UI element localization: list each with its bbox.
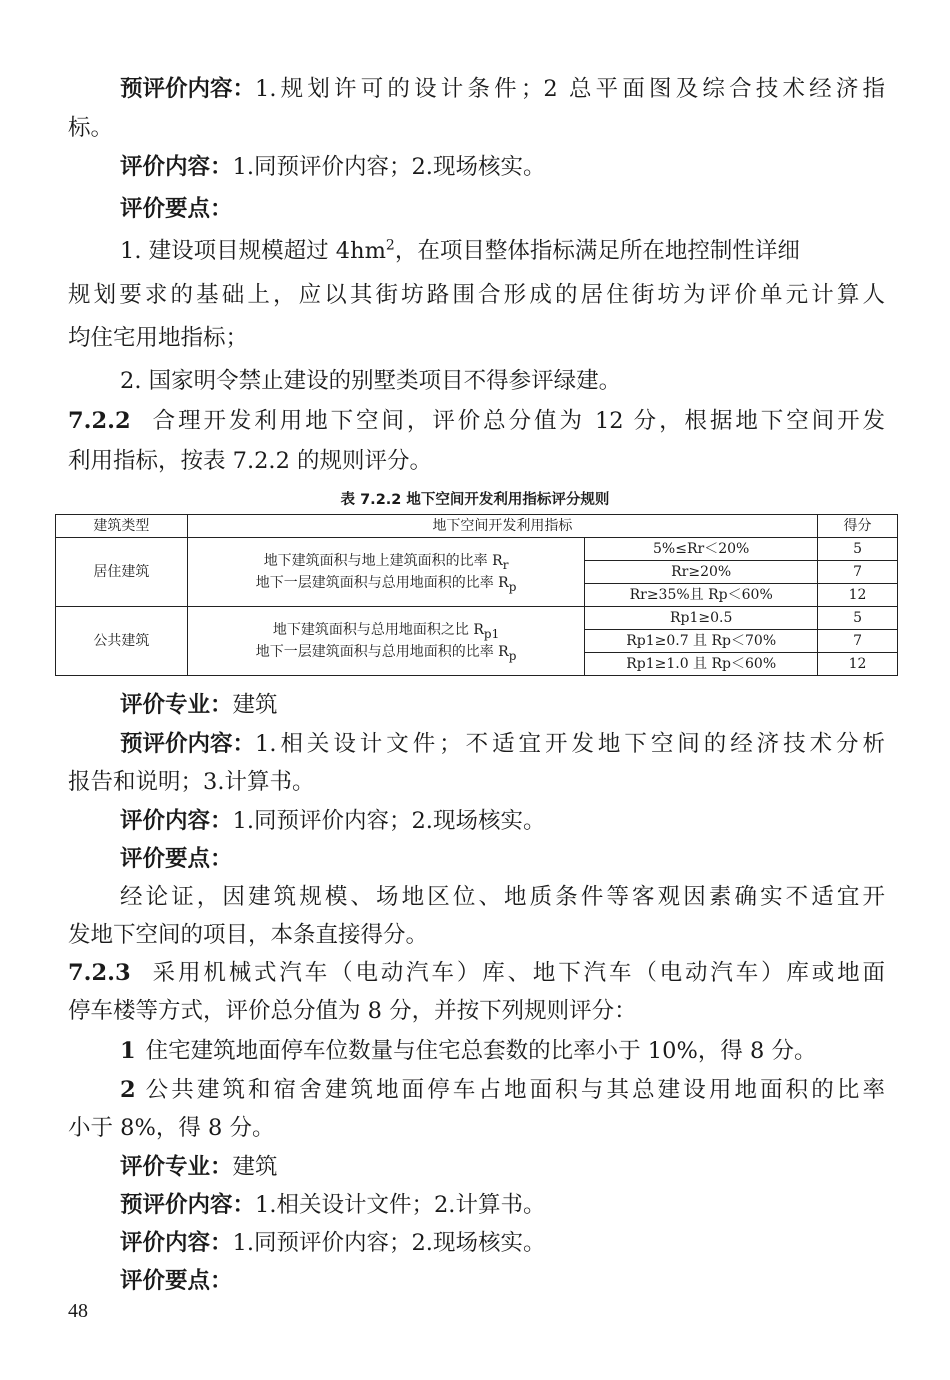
text: 经论证，因建筑规模、场地区位、地质条件等客观因素确实不适宜开 — [120, 884, 885, 910]
score-cell: 7 — [818, 630, 898, 653]
paragraph-line — [120, 729, 885, 759]
paragraph-line — [120, 236, 885, 266]
scoring-table — [55, 514, 898, 676]
text — [120, 236, 885, 266]
indicator-cell — [187, 538, 584, 607]
label: 预评价内容： — [120, 731, 256, 757]
indicator-line — [192, 572, 580, 594]
condition-cell: Rp1≥0.7 且 Rp＜70% — [585, 630, 818, 653]
condition-cell: Rr≥35%且 Rp＜60% — [585, 584, 818, 607]
indicator-cell — [187, 607, 584, 676]
paragraph-line — [120, 1228, 545, 1258]
label-pre-eval: 预评价内容： — [120, 76, 256, 102]
heading-eval-points: 评价要点： — [120, 846, 233, 872]
text: 1.规划许可的设计条件；2 总平面图及综合技术经济指 — [255, 76, 885, 102]
subscript: p1 — [483, 626, 500, 641]
heading-eval-points: 评价要点： — [120, 1268, 233, 1294]
text: 地下建筑面积与地上建筑面积的比率 R — [263, 553, 503, 569]
condition-cell: Rp1≥0.5 — [585, 607, 818, 630]
text: 地下建筑面积与总用地面积之比 R — [272, 622, 484, 638]
building-type-cell: 居住建筑 — [56, 538, 188, 607]
text: 建筑 — [232, 692, 278, 718]
text: 地下一层建筑面积与总用地面积的比率 R — [255, 575, 509, 591]
indicator-line — [192, 641, 580, 663]
paragraph-line — [120, 1190, 545, 1220]
paragraph-line — [68, 280, 885, 310]
subscript: r — [502, 557, 509, 572]
paragraph-line: 均住宅用地指标； — [68, 325, 249, 351]
clause-line — [68, 406, 885, 436]
paragraph-line: 利用指标，按表 7.2.2 的规则评分。 — [68, 448, 433, 474]
table-row — [56, 538, 898, 561]
text: 建筑 — [232, 1154, 278, 1180]
header-cell: 得分 — [818, 515, 898, 538]
condition-cell: 5%≤Rr＜20% — [585, 538, 818, 561]
condition-cell: Rp1≥1.0 且 Rp＜60% — [585, 653, 818, 676]
paragraph-line — [120, 690, 278, 720]
label: 评价内容： — [120, 808, 233, 834]
text: 住宅建筑地面停车位数量与住宅总套数的比率小于 10%，得 8 分。 — [145, 1038, 817, 1064]
paragraph-line — [120, 1152, 278, 1182]
paragraph-line: 报告和说明；3.计算书。 — [68, 769, 315, 795]
item-number: 2 — [120, 1077, 136, 1103]
paragraph-line — [120, 152, 545, 182]
text: ，在项目整体指标满足所在地控制性详细 — [394, 238, 800, 264]
score-cell: 12 — [818, 584, 898, 607]
paragraph-line: 小于 8%，得 8 分。 — [68, 1115, 275, 1141]
condition-cell: Rr≥20% — [585, 561, 818, 584]
indicator-line — [192, 619, 580, 641]
table-row — [56, 607, 898, 630]
indicator-line — [192, 550, 580, 572]
paragraph-line: 停车楼等方式，评价总分值为 8 分，并按下列规则评分： — [68, 998, 637, 1024]
clause-line — [68, 958, 885, 988]
text: 1. 建设项目规模超过 4hm — [120, 238, 386, 264]
label: 评价专业： — [120, 1154, 233, 1180]
subscript: p — [508, 579, 517, 594]
building-type-cell: 公共建筑 — [56, 607, 188, 676]
paragraph-line — [120, 1036, 816, 1066]
score-cell: 7 — [818, 561, 898, 584]
page-number: 48 — [68, 1300, 88, 1322]
paragraph-line: 2. 国家明令禁止建设的别墅类项目不得参评绿建。 — [120, 368, 622, 394]
paragraph-line: 标。 — [68, 115, 114, 141]
paragraph-line: 发地下空间的项目，本条直接得分。 — [68, 922, 429, 948]
text: 1.同预评价内容；2.现场核实。 — [232, 1230, 546, 1256]
paragraph-line — [120, 1075, 885, 1105]
label: 评价专业： — [120, 692, 233, 718]
paragraph-line — [120, 882, 885, 912]
text: 公共建筑和宿舍建筑地面停车占地面积与其总建设用地面积的比率 — [145, 1077, 885, 1103]
label-eval: 评价内容： — [120, 154, 233, 180]
text: 地下一层建筑面积与总用地面积的比率 R — [255, 644, 509, 660]
table-header-row — [56, 515, 898, 538]
text: 采用机械式汽车（电动汽车）库、地下汽车（电动汽车）库或地面 — [152, 960, 885, 986]
header-cell: 建筑类型 — [56, 515, 188, 538]
clause-number: 7.2.3 — [68, 960, 131, 986]
label: 评价内容： — [120, 1230, 233, 1256]
heading-eval-points: 评价要点： — [120, 196, 233, 222]
paragraph-line — [120, 806, 545, 836]
superscript: 2 — [385, 237, 395, 254]
text: 1.同预评价内容；2.现场核实。 — [232, 808, 546, 834]
subscript: p — [508, 648, 517, 663]
text: 1.相关设计文件；不适宜开发地下空间的经济技术分析 — [255, 731, 885, 757]
score-cell: 12 — [818, 653, 898, 676]
table-caption: 表 7.2.2 地下空间开发利用指标评分规则 — [340, 492, 610, 508]
text: 1.相关设计文件；2.计算书。 — [255, 1192, 546, 1218]
label: 预评价内容： — [120, 1192, 256, 1218]
paragraph-line — [120, 74, 885, 104]
header-cell: 地下空间开发利用指标 — [187, 515, 817, 538]
score-cell: 5 — [818, 538, 898, 561]
text: 1.同预评价内容；2.现场核实。 — [232, 154, 546, 180]
score-cell: 5 — [818, 607, 898, 630]
item-number: 1 — [120, 1038, 136, 1064]
text: 合理开发利用地下空间，评价总分值为 12 分，根据地下空间开发 — [152, 408, 885, 434]
text: 规划要求的基础上，应以其街坊路围合形成的居住街坊为评价单元计算人 — [68, 282, 885, 308]
clause-number: 7.2.2 — [68, 408, 131, 434]
